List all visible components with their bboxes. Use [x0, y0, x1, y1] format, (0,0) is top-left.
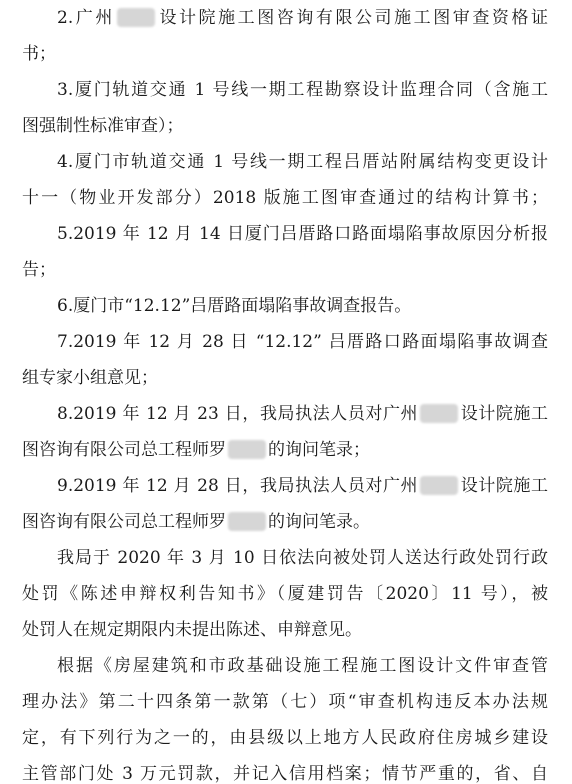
- text-line: [57, 80, 548, 100]
- text-line: [57, 8, 548, 28]
- line-text: 定，有下列行为之一的，由县级以上地方人民政府住房城乡建设: [22, 728, 548, 748]
- line-text: 设计院施工: [460, 404, 549, 424]
- line-text: 组专家小组意见；: [22, 368, 158, 388]
- text-line: [57, 548, 548, 568]
- line-text: 处罚《陈述申辩权利告知书》（厦建罚告〔2020〕11 号），被: [22, 584, 548, 604]
- redaction-blur: [420, 404, 458, 423]
- text-line: [22, 512, 572, 532]
- line-text: 4.厦门市轨道交通 1 号线一期工程吕厝站附属结构变更设计: [57, 152, 548, 172]
- text-line: [22, 260, 572, 280]
- text-line: [22, 692, 548, 712]
- text-line: [57, 656, 548, 676]
- line-text: 我局于 2020 年 3 月 10 日依法向被处罚人送达行政处罚行政: [57, 548, 548, 568]
- text-line: [22, 44, 572, 64]
- text-line: [57, 296, 572, 316]
- line-text: 的询问笔录。: [268, 512, 370, 532]
- text-line: [22, 440, 572, 460]
- text-line: [57, 224, 548, 244]
- line-text: 图咨询有限公司总工程师罗: [22, 512, 226, 532]
- text-line: [22, 620, 572, 640]
- text-line: [22, 188, 548, 208]
- redaction-blur: [420, 476, 458, 495]
- redaction-blur: [228, 512, 266, 531]
- text-line: [57, 476, 548, 496]
- line-text: 6.厦门市“12.12”吕厝路面塌陷事故调查报告。: [57, 296, 412, 316]
- line-text: 书；: [22, 44, 56, 64]
- line-text: 7.2019 年 12 月 28 日 “12.12” 吕厝路口路面塌陷事故调查: [57, 332, 548, 352]
- text-line: [22, 368, 572, 388]
- text-line: [57, 404, 548, 424]
- line-text: 理办法》第二十四条第一款第（七）项“审查机构违反本办法规: [22, 692, 548, 712]
- text-line: [22, 764, 548, 784]
- text-line: [57, 152, 548, 172]
- redaction-blur: [228, 440, 266, 459]
- line-text: 9.2019 年 12 月 28 日，我局执法人员对广州: [57, 476, 419, 496]
- line-text: 5.2019 年 12 月 14 日厦门吕厝路口路面塌陷事故原因分析报: [57, 224, 548, 244]
- text-line: [22, 728, 548, 748]
- line-text: 2.广州: [57, 8, 115, 28]
- line-text: 告；: [22, 260, 56, 280]
- line-text: 3.厦门轨道交通 1 号线一期工程勘察设计监理合同（含施工: [57, 80, 548, 100]
- text-line: [22, 584, 548, 604]
- text-line: [57, 332, 548, 352]
- line-text: 设计院施工图咨询有限公司施工图审查资格证: [156, 8, 548, 28]
- line-text: 8.2019 年 12 月 23 日，我局执法人员对广州: [57, 404, 419, 424]
- line-text: 图咨询有限公司总工程师罗: [22, 440, 226, 460]
- redaction-blur: [117, 8, 155, 27]
- line-text: 主管部门处 3 万元罚款，并记入信用档案；情节严重的，省、自: [22, 764, 548, 784]
- line-text: 图强制性标准审查）；: [22, 116, 184, 136]
- text-line: [22, 116, 572, 136]
- line-text: 十一（物业开发部分）2018 版施工图审查通过的结构计算书；: [22, 188, 548, 208]
- line-text: 设计院施工: [460, 476, 549, 496]
- line-text: 的询问笔录；: [268, 440, 370, 460]
- line-text: 处罚人在规定期限内未提出陈述、申辩意见。: [22, 620, 362, 640]
- line-text: 根据《房屋建筑和市政基础设施工程施工图设计文件审查管: [57, 656, 548, 676]
